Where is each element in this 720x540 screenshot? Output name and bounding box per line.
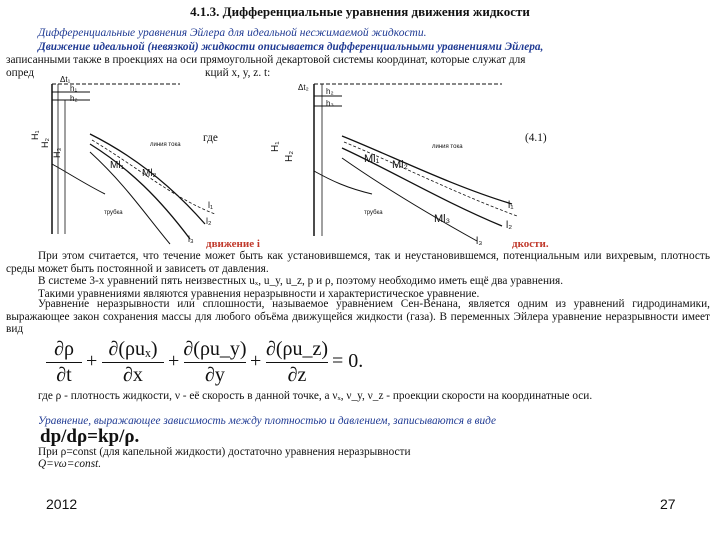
page-title: 4.1.3. Дифференциальные уравнения движения жидкости [190, 4, 530, 19]
figure-right-svg [262, 76, 522, 248]
eq-term2-den: ∂x [123, 364, 143, 386]
fig-right-label-Ml3: Ml₃ [434, 213, 451, 225]
intro-line-3-end: кций x, y, z. t: [205, 67, 271, 79]
fig-right-label-h3: h₃ [326, 99, 334, 108]
fig-right-label-tube: трубка [364, 210, 383, 216]
fig-left-label-H1: H₁ [30, 130, 40, 140]
eq-term3-num: ∂(ρu_y) [183, 338, 247, 360]
fig-left-label-H3: H₃ [52, 147, 62, 158]
section-heading: Дифференциальные уравнения Эйлера для идеальной несжимаемой жидкости. [38, 27, 427, 39]
paragraph-7: При ρ=const (для капельной жидкости) достаточно уравнения неразрывности [38, 446, 411, 458]
fig-left-label-l2: l₂ [206, 216, 212, 226]
fig-left-label-dt1: Δt₁ [60, 75, 71, 84]
fig-right-label-l3: l₃ [476, 236, 483, 247]
footer-year: 2012 [46, 496, 78, 512]
fig-right-label-l2: l₂ [506, 220, 513, 231]
intro-line-3-start: опред [6, 67, 34, 79]
intro-line-2: записанными также в проекциях на оси прямоугольной декартовой системы координат, которые служат для [6, 54, 526, 66]
fig-left-label-Ml1: Ml₁ [110, 160, 124, 171]
fig-right-label-H1: H₁ [270, 141, 281, 152]
paragraph-6: Уравнение, выражающее зависимость между плотностью и давлением, записываются в виде [38, 415, 497, 427]
density-pressure-equation: dp/dρ=kp/ρ. [40, 426, 140, 447]
fig-left-label-l3: l₃ [188, 234, 194, 244]
gde-label: где [203, 132, 218, 144]
equation-number: (4.1) [525, 132, 547, 144]
fig-left-label-tube: трубка [104, 210, 123, 216]
fig-right-label-streamline: линия тока [432, 144, 463, 150]
fig-left-label-h1: h₁ [70, 84, 78, 93]
intro-bold-line: Движение идеальной (невязкой) жидкости описывается дифференциальными уравнениями Эйлера, [38, 41, 544, 53]
paragraph-5: где ρ - плотность жидкости, ν - её скорость в данной точке, а νₓ, ν_y, ν_z - проекции скорости на координатные оси. [38, 390, 593, 402]
eq-rhs: = 0. [332, 350, 364, 372]
caption-right-fragment: дкости. [512, 238, 549, 250]
paragraph-3: Такими уравнениями являются уравнения неразрывности и характеристическое уравнение. [38, 288, 480, 300]
footer-page-number: 27 [660, 496, 676, 512]
fig-right-label-h2: h₂ [326, 87, 334, 96]
fig-left-label-Ml2: Ml₂ [142, 168, 157, 179]
fig-left-label-l1: l₁ [208, 200, 214, 210]
fig-right-label-l1: l₁ [508, 200, 514, 211]
eq-term1-den: ∂t [56, 364, 72, 386]
continuity-equation: ∂ρ ∂t + ∂(ρuₓ) ∂x + ∂(ρu_y) ∂y + ∂(ρu_z) ∂z = 0. [44, 338, 344, 388]
paragraph-1: При этом считается, что течение может быть как установившемся, так и неустановившемся, потенциальным или вихревым, плотность среды может быть постоянной и зависеть от давления. [6, 250, 710, 275]
fig-right-label-Ml2: Ml₂ [392, 159, 408, 171]
fig-right-label-Ml1: Ml₁ [364, 153, 380, 165]
eq-term4-den: ∂z [287, 364, 307, 386]
fig-left-label-H2: H₂ [40, 138, 50, 148]
eq-term2-num: ∂(ρuₓ) [108, 338, 158, 360]
paragraph-2: В системе 3-х уравнений пять неизвестных uₓ, u_y, u_z, p и ρ, поэтому необходимо иметь ещё два уравнения. [38, 275, 564, 287]
eq-term3-den: ∂y [205, 364, 225, 386]
fig-right-label-dt2: Δt₂ [298, 83, 309, 92]
paragraph-4: Уравнение неразрывности или сплошности, называемое уравнением Сен-Венана, является одним из уравнений гидродинамики, выражающее закон сохранения массы для любого объёма движущейся жидкости (газа). В переменных Эйлера уравнение неразрывности имеет вид [6, 298, 710, 336]
fig-left-label-streamline: линия тока [150, 142, 181, 148]
figure-left [30, 74, 230, 246]
caption-left-fragment: движение і [206, 238, 260, 250]
fig-right-label-H2: H₂ [284, 150, 295, 162]
eq-term4-num: ∂(ρu_z) [265, 338, 329, 360]
fig-left-label-h2: h₂ [70, 94, 78, 103]
eq-term1-num: ∂ρ [54, 338, 74, 360]
paragraph-8: Q=νω=const. [38, 458, 102, 470]
figure-right [262, 76, 522, 248]
figure-left-svg [30, 74, 230, 246]
